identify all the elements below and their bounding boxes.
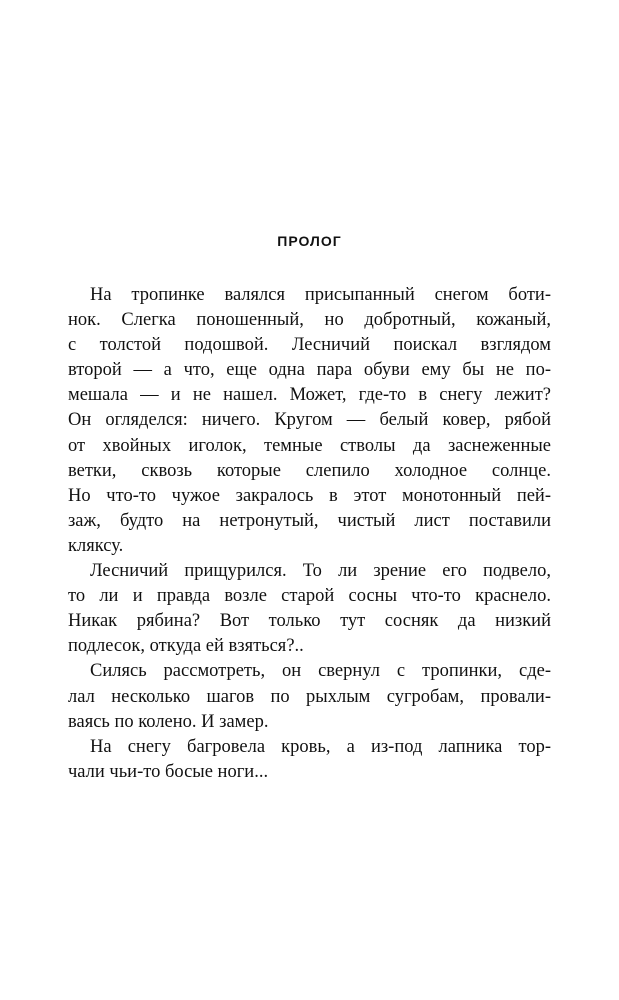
text-line: кляксу. [68, 535, 124, 556]
text-line: с толстой подошвой. Лесничий поискал взглядом [68, 335, 551, 356]
text-line: Никак рябина? Вот только тут сосняк да низкий [68, 611, 551, 632]
text-line: мешала — и не нашел. Может, где-то в снегу лежит? [68, 385, 551, 406]
text-line: Силясь рассмотреть, он свернул с тропинки, сде- [90, 661, 551, 682]
text-line: На тропинке валялся присыпанный снегом боти- [90, 285, 551, 305]
text-line: заж, будто на нетронутый, чистый лист поставили [68, 510, 551, 531]
text-line: Лесничий прищурился. То ли зрение его подвело, [90, 561, 551, 582]
chapter-title: ПРОЛОГ [277, 233, 342, 249]
text-line: нок. Слегка поношенный, но добротный, кожаный, [68, 310, 551, 331]
text-line: На снегу багровела кровь, а из-под лапника тор- [90, 736, 551, 757]
text-line: лал несколько шагов по рыхлым сугробам, провали- [68, 686, 551, 707]
text-line: Но что-то чужое закралось в этот монотонный пей- [68, 485, 551, 506]
body-text [68, 283, 551, 785]
text-line: подлесок, откуда ей взяться?.. [68, 636, 304, 657]
text-line: ваясь по колено. И замер. [68, 711, 269, 732]
text-line: ветки, сквозь которые слепило холодное солнце. [68, 460, 551, 481]
text-line: второй — а что, еще одна пара обуви ему бы не по- [68, 360, 551, 381]
text-line: от хвойных иголок, темные стволы да заснеженные [68, 435, 551, 456]
text-line: чали чьи-то босые ноги... [68, 761, 269, 782]
text-line: то ли и правда возле старой сосны что-то краснело. [68, 586, 551, 607]
text-line: Он огляделся: ничего. Кругом — белый ковер, рябой [68, 410, 551, 431]
